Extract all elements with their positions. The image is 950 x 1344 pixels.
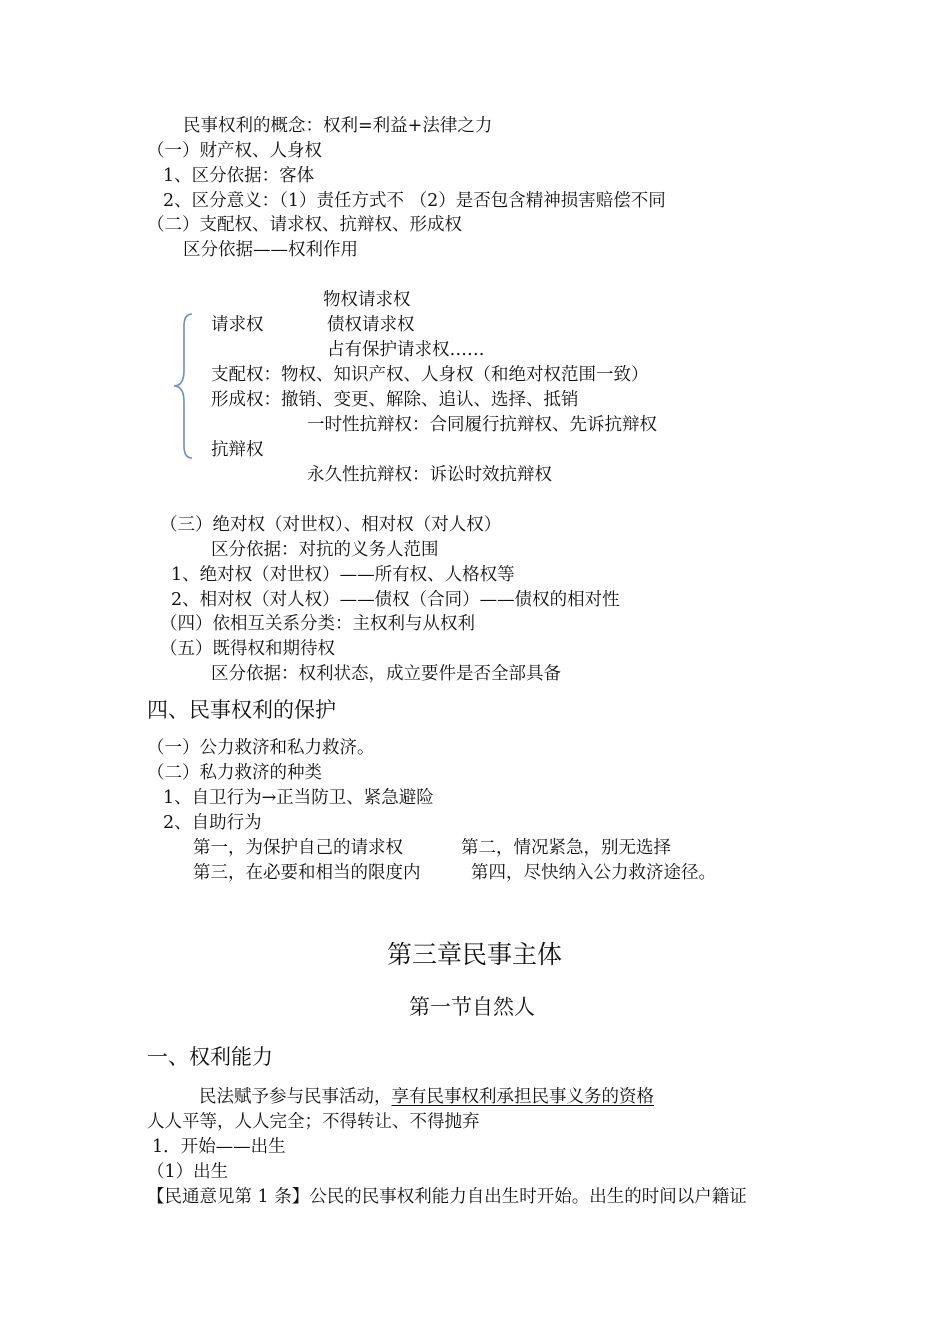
- list-item: 第二，情况紧急，别无选择: [461, 838, 671, 858]
- list-item: （一）公力救济和私力救济。: [147, 738, 375, 758]
- section-heading: 一、权利能力: [147, 1045, 273, 1069]
- list-item: （三）绝对权（对世权）、相对权（对人权）: [160, 515, 502, 535]
- diagram-label: 一时性抗辩权：合同履行抗辩权、先诉抗辩权: [307, 415, 657, 435]
- section-heading: 四、民事权利的保护: [147, 698, 336, 722]
- chapter-title: 第三章民事主体: [387, 940, 563, 969]
- list-item: 2、相对权（对人权）——债权（合同）——债权的相对性: [171, 590, 620, 610]
- diagram-label: 债权请求权: [327, 315, 415, 335]
- diagram-label: 形成权：撤销、变更、解除、追认、选择、抵销: [211, 390, 579, 410]
- list-item: 第四，尽快纳入公力救济途径。: [471, 863, 716, 883]
- paragraph: 人人平等，人人完全；不得转让、不得抛弃: [147, 1112, 480, 1132]
- list-item: 第一，为保护自己的请求权: [193, 838, 403, 858]
- diagram-label: 请求权: [211, 315, 264, 335]
- list-item: 区分依据：对抗的义务人范围: [211, 540, 439, 560]
- paragraph: 民法赋予参与民事活动，享有民事权利承担民事义务的资格: [199, 1087, 654, 1107]
- list-item: 第三，在必要和相当的限度内: [193, 863, 421, 883]
- list-item: （二）私力救济的种类: [147, 763, 322, 783]
- list-item: （一）财产权、人身权: [147, 141, 322, 161]
- list-item: 1、区分依据：客体: [163, 166, 315, 186]
- list-item: 区分依据：权利状态，成立要件是否全部具备: [211, 664, 561, 684]
- section-title: 第一节自然人: [409, 995, 535, 1019]
- list-item: （四）依相互关系分类：主权利与从权利: [160, 614, 475, 634]
- diagram-label: 物权请求权: [323, 290, 411, 310]
- underlined-phrase: 享有民事权利承担民事义务的资格: [391, 1087, 654, 1107]
- list-item: 1、绝对权（对世权）——所有权、人格权等: [171, 565, 515, 585]
- list-item: （五）既得权和期待权: [160, 639, 335, 659]
- concept-line: 民事权利的概念：权利=利益+法律之力: [183, 116, 493, 136]
- paragraph: 【民通意见第 1 条】公民的民事权利能力自出生时开始。出生的时间以户籍证: [147, 1187, 747, 1207]
- diagram-label: 永久性抗辩权：诉讼时效抗辩权: [307, 465, 552, 485]
- left-brace-icon: [170, 312, 196, 460]
- list-item: 1、自卫行为→正当防卫、紧急避险: [163, 788, 434, 808]
- list-item: （1）出生: [147, 1162, 229, 1182]
- list-item: 1．开始——出生: [152, 1137, 286, 1157]
- diagram-label: 支配权：物权、知识产权、人身权（和绝对权范围一致）: [211, 365, 649, 385]
- list-item: 2、自助行为: [163, 813, 262, 833]
- diagram-label: 抗辩权: [211, 440, 264, 460]
- list-item: 区分依据——权利作用: [183, 240, 358, 260]
- list-item: 2、区分意义：（1）责任方式不 （2）是否包含精神损害赔偿不同: [163, 191, 666, 211]
- diagram-label: 占有保护请求权……: [327, 340, 485, 360]
- list-item: （二）支配权、请求权、抗辩权、形成权: [147, 215, 462, 235]
